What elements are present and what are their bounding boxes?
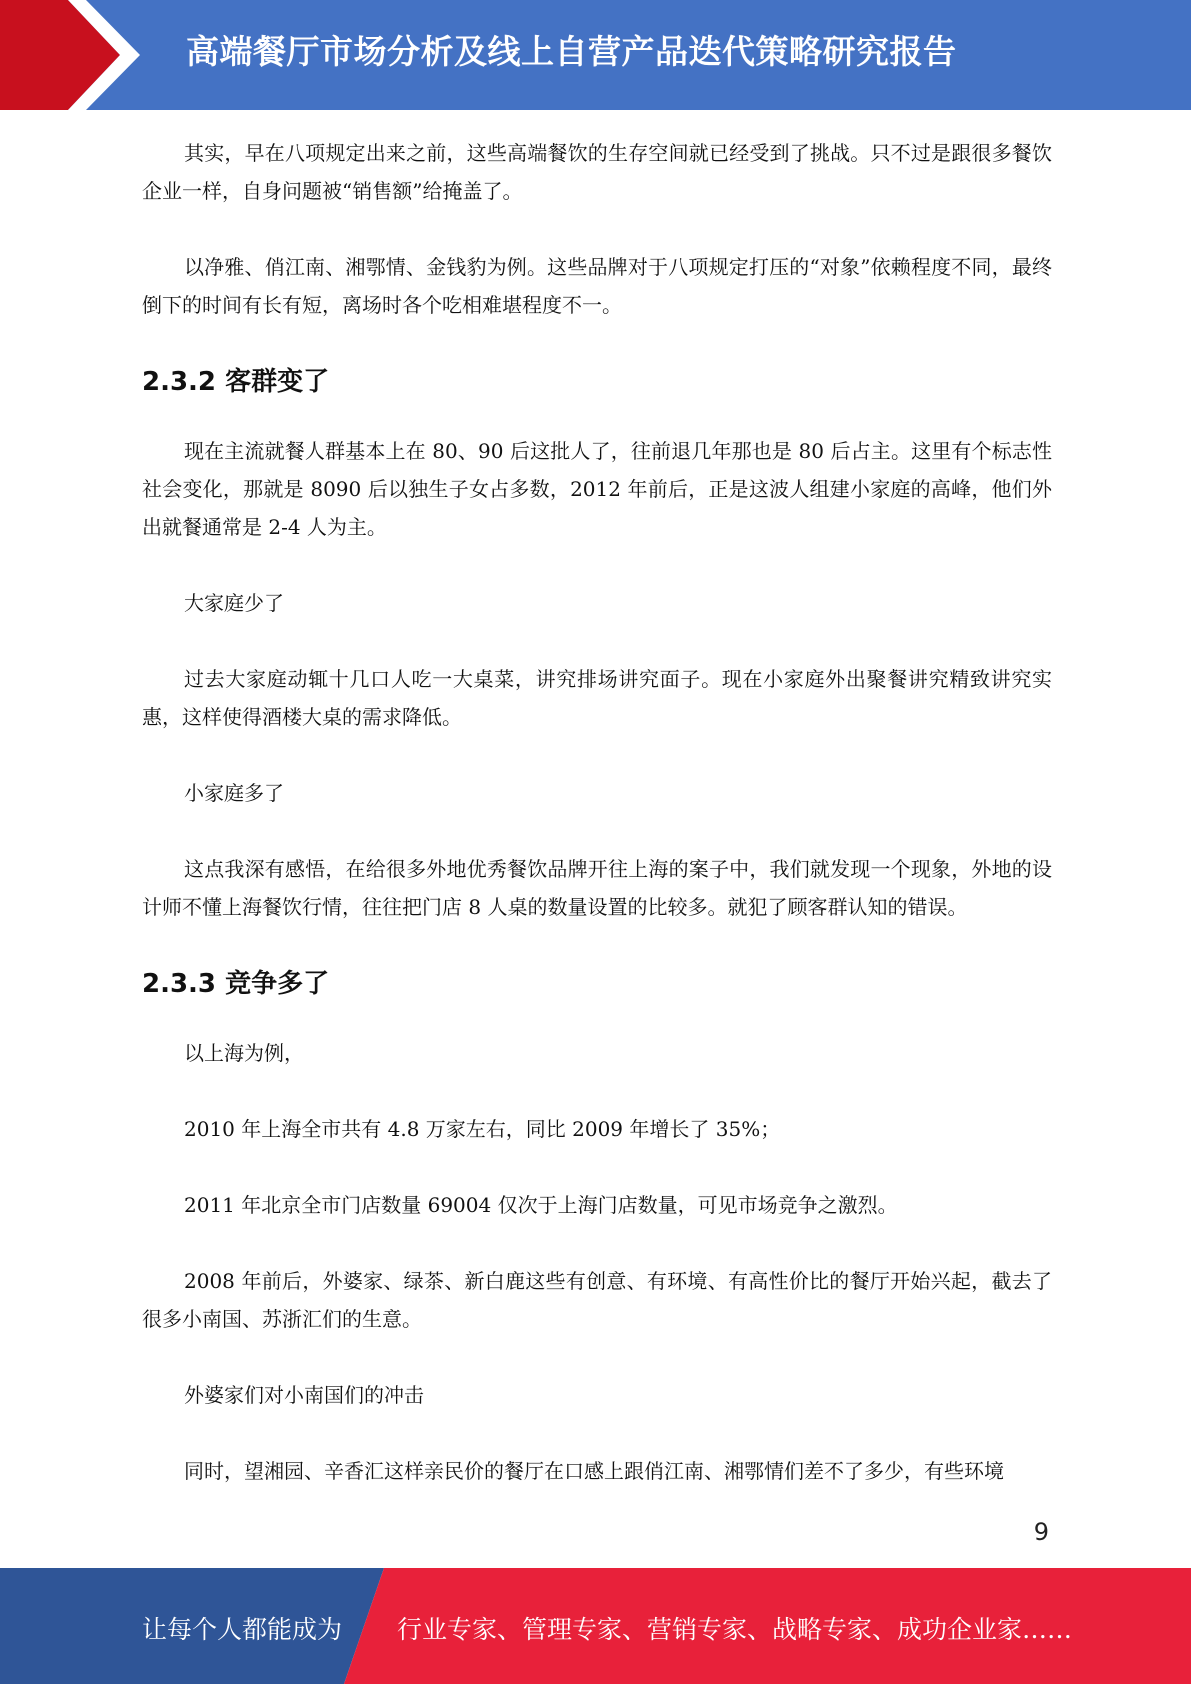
page-header (0, 0, 1191, 110)
paragraph: 以净雅、俏江南、湘鄂情、金钱豹为例。这些品牌对于八项规定打压的“对象”依赖程度不同，最终倒下的时间有长有短，离场时各个吃相难堪程度不一。 (142, 255, 1052, 317)
paragraph: 外婆家们对小南国们的冲击 (184, 1383, 424, 1407)
page-footer (0, 1568, 1191, 1684)
paragraph: 现在主流就餐人群基本上在 80、90 后这批人了，往前退几年那也是 80 后占主。这里有个标志性社会变化，那就是 8090 后以独生子女占多数，2012 年前后，正是这波人组建小家庭的高峰，他们外出就餐通常是 2-4 人为主。 (142, 439, 1052, 539)
footer-slogan-left: 让每个人都能成为 (142, 1615, 343, 1644)
paragraph: 这点我深有感悟，在给很多外地优秀餐饮品牌开往上海的案子中，我们就发现一个现象，外地的设计师不懂上海餐饮行情，往往把门店 8 人桌的数量设置的比较多。就犯了顾客群认知的错误。 (142, 857, 1052, 919)
paragraph: 2008 年前后，外婆家、绿茶、新白鹿这些有创意、有环境、有高性价比的餐厅开始兴起，截去了很多小南国、苏浙汇们的生意。 (142, 1269, 1052, 1331)
paragraph: 小家庭多了 (184, 781, 284, 805)
paragraph: 大家庭少了 (184, 591, 284, 615)
section-heading-2-3-2: 2.3.2 客群变了 (142, 367, 330, 397)
page-content (142, 134, 1052, 1528)
paragraph: 2010 年上海全市共有 4.8 万家左右，同比 2009 年增长了 35%； (184, 1117, 781, 1141)
paragraph: 过去大家庭动辄十几口人吃一大桌菜，讲究排场讲究面子。现在小家庭外出聚餐讲究精致讲究实惠，这样使得酒楼大桌的需求降低。 (142, 667, 1052, 729)
footer-slogan-right: 行业专家、管理专家、营销专家、战略专家、成功企业家…… (397, 1615, 1073, 1644)
paragraph: 以上海为例， (184, 1041, 304, 1065)
paragraph: 2011 年北京全市门店数量 69004 仅次于上海门店数量，可见市场竞争之激烈。 (184, 1193, 898, 1217)
document-title: 高端餐厅市场分析及线上自营产品迭代策略研究报告 (186, 32, 957, 71)
paragraph: 同时，望湘园、辛香汇这样亲民价的餐厅在口感上跟俏江南、湘鄂情们差不了多少，有些环境 (184, 1459, 1004, 1483)
header-arrow-decoration (0, 0, 160, 110)
section-heading-2-3-3: 2.3.3 竞争多了 (142, 969, 330, 999)
paragraph: 其实，早在八项规定出来之前，这些高端餐饮的生存空间就已经受到了挑战。只不过是跟很多餐饮企业一样，自身问题被“销售额”给掩盖了。 (142, 141, 1052, 203)
page-number: 9 (1033, 1518, 1049, 1546)
